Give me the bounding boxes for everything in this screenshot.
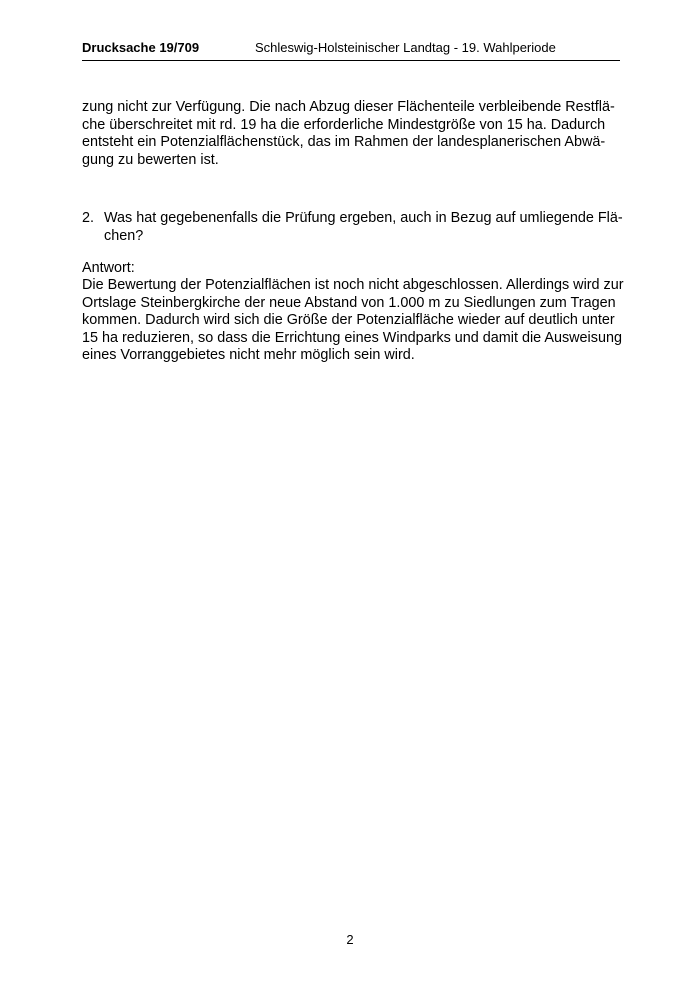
question-number: 2. <box>82 210 95 226</box>
page-number: 2 <box>346 932 354 947</box>
answer-text <box>82 277 622 365</box>
text-line: eines Vorranggebietes nicht mehr möglich sein wird. <box>82 347 415 363</box>
text-line: entsteht ein Potenzialflächenstück, das im Rahmen der landesplanerischen Abwä- <box>82 134 606 150</box>
page-header <box>82 40 620 60</box>
text-line: zung nicht zur Verfügung. Die nach Abzug dieser Flächenteile verbleibende Restflä- <box>82 99 615 115</box>
text-line: chen? <box>104 227 144 244</box>
parliament-title: Schleswig-Holsteinischer Landtag - 19. Wahlperiode <box>255 40 556 55</box>
text-line: gung zu bewerten ist. <box>82 151 219 168</box>
text-line: kommen. Dadurch wird sich die Größe der Potenzialfläche wieder auf deutlich unter <box>82 312 615 328</box>
text-line: Ortslage Steinbergkirche der neue Abstand von 1.000 m zu Siedlungen zum Tragen <box>82 294 616 311</box>
text-line: che überschreitet mit rd. 19 ha die erforderliche Mindestgröße von 15 ha. Dadurch <box>82 116 606 133</box>
header-divider <box>82 60 620 61</box>
text-line: Was hat gegebenenfalls die Prüfung ergeben, auch in Bezug auf umliegende Flä- <box>104 210 623 226</box>
text-line: 15 ha reduzieren, so dass die Errichtung eines Windparks und damit die Ausweisung <box>82 329 622 346</box>
question-text <box>104 210 623 245</box>
text-line: Die Bewertung der Potenzialflächen ist noch nicht abgeschlossen. Allerdings wird zur <box>82 277 624 293</box>
paragraph-continuation <box>82 99 622 169</box>
document-number: Drucksache 19/709 <box>82 40 200 55</box>
answer-label: Antwort: <box>82 260 135 276</box>
